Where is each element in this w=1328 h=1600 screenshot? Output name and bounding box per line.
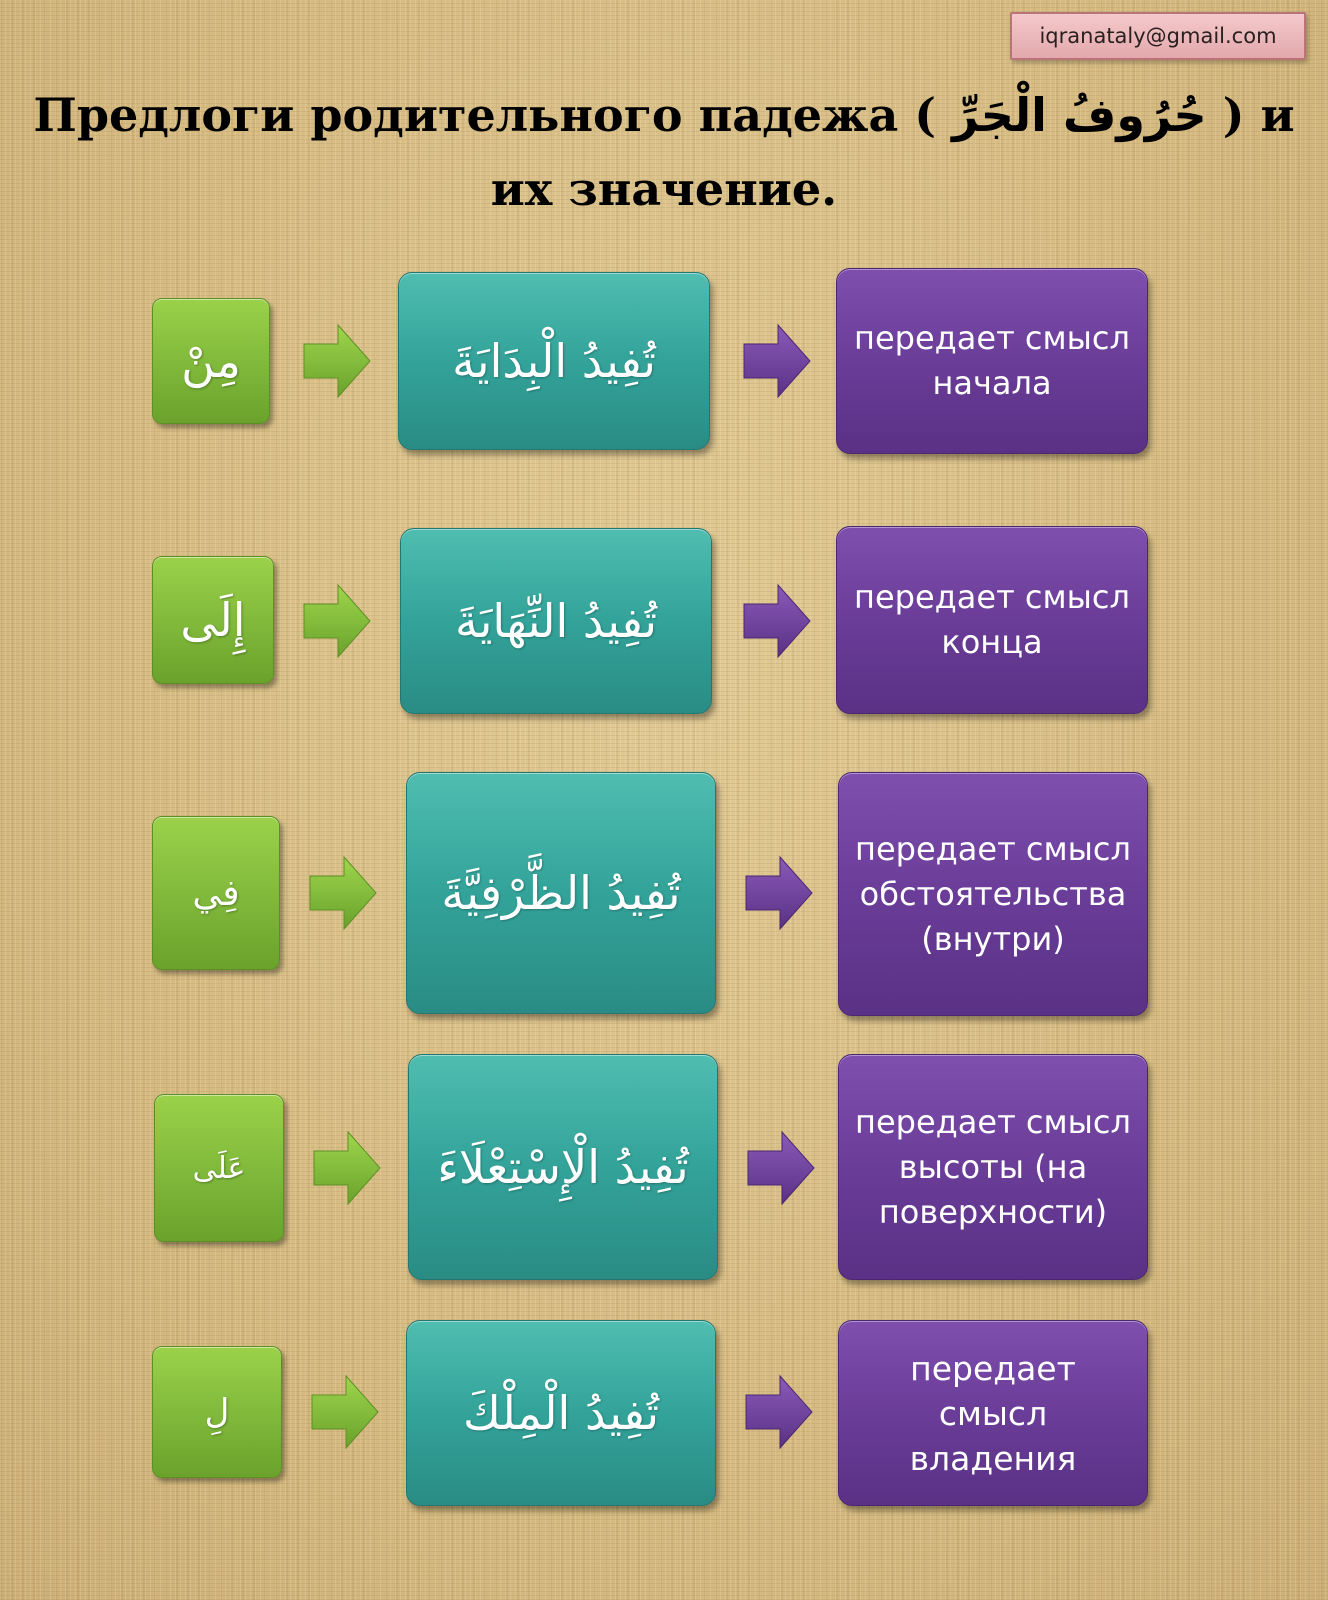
purple-arrow-icon	[744, 1374, 814, 1450]
email-label: iqranataly@gmail.com	[1010, 12, 1306, 60]
arabic-meaning-box-5: تُفِيدُ الْمِلْكَ	[406, 1320, 716, 1506]
green-arrow-icon	[310, 1374, 380, 1450]
preposition-box-fi: فِي	[152, 816, 280, 970]
purple-arrow-icon	[742, 323, 812, 399]
russian-meaning-box-4: передает смысл высоты (на поверхности)	[838, 1054, 1148, 1280]
arabic-meaning-box-4: تُفِيدُ الْإِسْتِعْلَاءَ	[408, 1054, 718, 1280]
green-arrow-icon	[302, 583, 372, 659]
preposition-box-min: مِنْ	[152, 298, 270, 424]
purple-arrow-icon	[744, 855, 814, 931]
russian-meaning-box-2: передает смысл конца	[836, 526, 1148, 714]
russian-meaning-box-5: передает смысл владения	[838, 1320, 1148, 1506]
preposition-box-ala: عَلَى	[154, 1094, 284, 1242]
title-text-after: ) и их значение.	[490, 88, 1295, 216]
russian-meaning-box-1: передает смысл начала	[836, 268, 1148, 454]
page-title	[30, 78, 1298, 226]
title-text-before: Предлоги родительного падежа (	[33, 88, 953, 142]
arabic-meaning-box-1: تُفِيدُ الْبِدَايَةَ	[398, 272, 710, 450]
preposition-box-ila: إِلَى	[152, 556, 274, 684]
green-arrow-icon	[302, 323, 372, 399]
preposition-box-li: لِ	[152, 1346, 282, 1478]
purple-arrow-icon	[742, 583, 812, 659]
russian-meaning-box-3: передает смысл обстоятельства (внутри)	[838, 772, 1148, 1016]
purple-arrow-icon	[746, 1130, 816, 1206]
arabic-meaning-box-2: تُفِيدُ النِّهَايَةَ	[400, 528, 712, 714]
arabic-meaning-box-3: تُفِيدُ الظَّرْفِيَّةَ	[406, 772, 716, 1014]
title-arabic: حُرُوفُ الْجَرِّ	[952, 88, 1207, 142]
green-arrow-icon	[308, 855, 378, 931]
green-arrow-icon	[312, 1130, 382, 1206]
